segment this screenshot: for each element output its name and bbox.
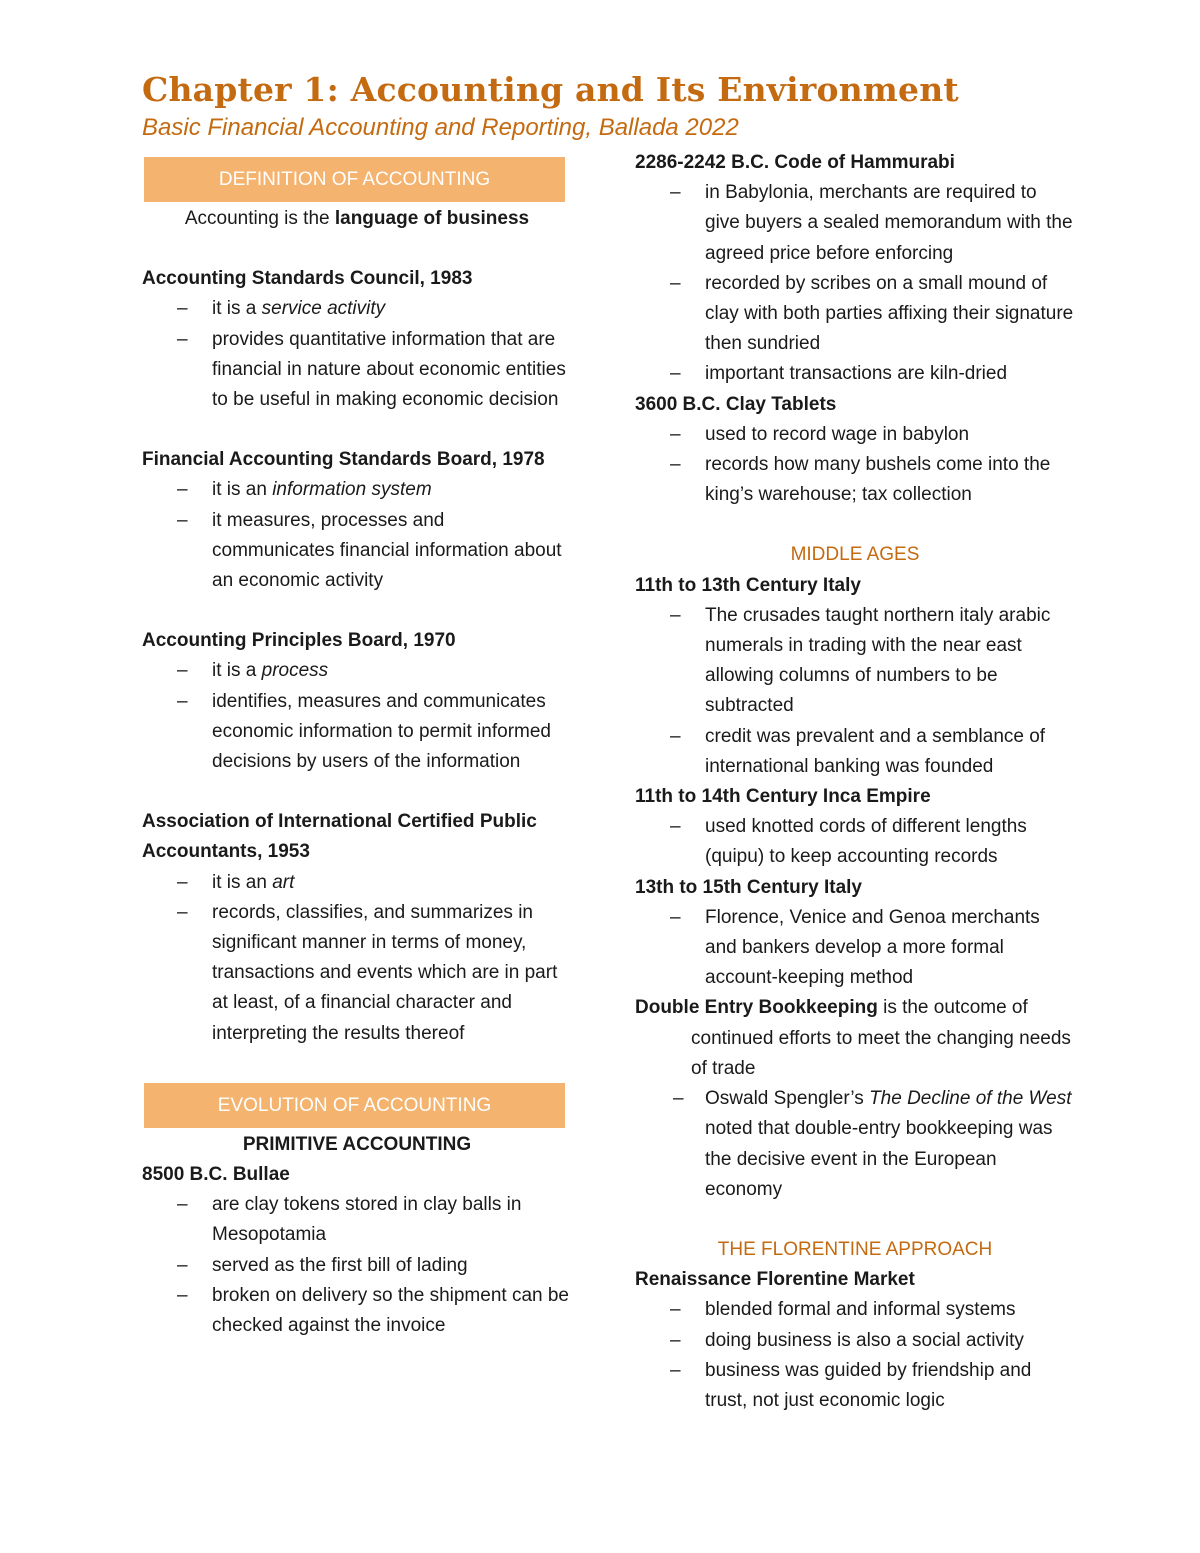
italy-11-13-heading: 11th to 13th Century Italy (635, 574, 861, 596)
aicpa-list (142, 868, 572, 1049)
list-item: – records how many bushels come into the king’s warehouse; tax collection (635, 450, 1075, 510)
list-item: – business was guided by friendship and trust, not just economic logic (635, 1356, 1075, 1416)
list-item-emphasis: service activity (261, 298, 386, 320)
definition-banner: DEFINITION OF ACCOUNTING (144, 157, 565, 202)
florentine-subheading: Renaissance Florentine Market (635, 1269, 915, 1291)
asc-heading: Accounting Standards Council, 1983 (142, 268, 473, 290)
middle-ages-heading: MIDDLE AGES (790, 544, 920, 566)
list-item: – blended formal and informal systems (635, 1295, 1075, 1325)
inca-list (635, 812, 1075, 872)
left-column (142, 157, 572, 1341)
list-item (142, 294, 572, 324)
list-item: – in Babylonia, merchants are required to give buyers a sealed memorandum with the agreed price before enforcing (635, 178, 1075, 269)
list-item (142, 475, 572, 505)
list-item: – used knotted cords of different lengths (quipu) to keep accounting records (635, 812, 1075, 872)
definition-intro-bold: language of business (334, 208, 530, 229)
list-item-emphasis: process (261, 660, 329, 682)
definition-intro-text: Accounting is the (184, 208, 335, 229)
inca-heading: 11th to 14th Century Inca Empire (635, 786, 931, 808)
list-item: – records, classifies, and summarizes in significant manner in terms of money, transactions and events which are in part at least, of a financial character and interpreting the results thereof (142, 898, 572, 1049)
double-entry-bold: Double Entry Bookkeeping (635, 997, 878, 1019)
page-subtitle: Basic Financial Accounting and Reporting, Ballada 2022 (142, 114, 739, 141)
fasb-list (142, 475, 572, 596)
page-title: Chapter 1: Accounting and Its Environment (142, 70, 959, 109)
list-item: – are clay tokens stored in clay balls in Mesopotamia (142, 1190, 572, 1250)
double-entry-paragraph (635, 993, 1075, 1084)
italy-11-13-list (635, 601, 1075, 782)
apb-heading: Accounting Principles Board, 1970 (142, 630, 456, 652)
list-item: – provides quantitative information that are financial in nature about economic entities to be useful in making economic decision (142, 325, 572, 416)
list-item: – identifies, measures and communicates economic information to permit informed decisions by users of the information (142, 687, 572, 778)
fasb-heading: Financial Accounting Standards Board, 1978 (142, 449, 545, 471)
list-item (635, 1084, 1075, 1205)
clay-tablets-list (635, 420, 1075, 511)
florentine-list (635, 1295, 1075, 1416)
list-item: – recorded by scribes on a small mound of clay with both parties affixing their signature then sundried (635, 269, 1075, 360)
double-entry-list (635, 1084, 1075, 1205)
florentine-heading: THE FLORENTINE APPROACH (717, 1238, 993, 1260)
hammurabi-heading: 2286-2242 B.C. Code of Hammurabi (635, 152, 955, 173)
double-entry-text: is the outcome of continued efforts to meet the changing needs of trade (691, 997, 1071, 1079)
list-item: – credit was prevalent and a semblance of international banking was founded (635, 722, 1075, 782)
list-item-emphasis: information system (272, 479, 432, 501)
list-item-text: it is an (212, 871, 273, 893)
list-item-text: it is an (212, 479, 273, 501)
list-item-emphasis: art (272, 871, 295, 893)
asc-list (142, 294, 572, 415)
list-item: – doing business is also a social activity (635, 1326, 1075, 1356)
list-item (142, 868, 572, 898)
bullae-list (142, 1190, 572, 1341)
list-item-text: Oswald Spengler’s (705, 1088, 870, 1110)
list-item: – used to record wage in babylon (635, 420, 1075, 450)
list-item-text: noted that double-entry bookkeeping was the decisive event in the European economy (705, 1118, 1053, 1200)
list-item-text: it is a (212, 298, 262, 320)
hammurabi-list (635, 178, 1075, 389)
italy-13-15-list (635, 903, 1075, 994)
list-item: – broken on delivery so the shipment can be checked against the invoice (142, 1281, 572, 1341)
list-item: – The crusades taught northern italy arabic numerals in trading with the near east allowing columns of numbers to be subtracted (635, 601, 1075, 722)
right-column (635, 148, 1075, 1416)
primitive-heading: PRIMITIVE ACCOUNTING (242, 1133, 472, 1155)
list-item-emphasis: The Decline of the West (869, 1088, 1072, 1110)
definition-intro (142, 204, 572, 234)
list-item-text: it is a (212, 660, 262, 682)
apb-list (142, 656, 572, 777)
italy-13-15-heading: 13th to 15th Century Italy (635, 876, 862, 898)
bullae-heading: 8500 B.C. Bullae (142, 1164, 290, 1186)
list-item: – important transactions are kiln-dried (635, 359, 1075, 389)
list-item: – Florence, Venice and Genoa merchants and bankers develop a more formal account-keeping method (635, 903, 1075, 994)
list-item: – it measures, processes and communicates financial information about an economic activity (142, 506, 572, 597)
aicpa-heading: Association of International Certified Public Accountants, 1953 (142, 811, 537, 863)
evolution-banner: EVOLUTION OF ACCOUNTING (144, 1083, 565, 1128)
clay-tablets-heading: 3600 B.C. Clay Tablets (635, 393, 837, 415)
list-item (142, 656, 572, 686)
list-item: – served as the first bill of lading (142, 1251, 572, 1281)
